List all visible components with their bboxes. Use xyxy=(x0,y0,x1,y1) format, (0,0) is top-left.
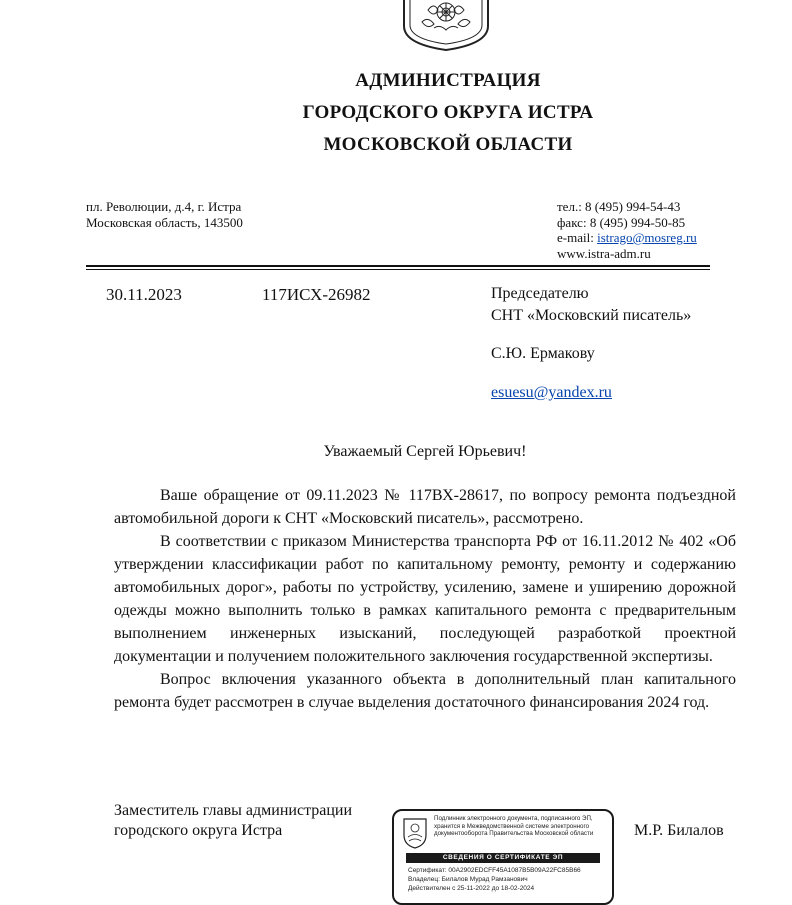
recipient-line-2: СНТ «Московский писатель» xyxy=(491,307,692,324)
signatory-title xyxy=(114,801,352,841)
recipient-email-link[interactable]: esuesu@yandex.ru xyxy=(491,384,612,401)
body-paragraph-3: Вопрос включения указанного объекта в дополнительный план капитального ремонта будет рассмотрен в случае выделения достаточного финансирования 2024 год. xyxy=(114,671,736,711)
website-text: www.istra-adm.ru xyxy=(557,245,651,261)
moscow-region-emblem-icon xyxy=(402,817,428,849)
signatory-title-line-1: Заместитель главы администрации xyxy=(114,802,353,819)
signatory-title-line-2: городского округа Истра xyxy=(114,822,283,839)
header-divider-thick xyxy=(86,265,710,267)
e-signature-stamp xyxy=(392,809,614,905)
stamp-certificate-bar: СВЕДЕНИЯ О СЕРТИФИКАТЕ ЭП xyxy=(406,853,600,863)
email-label: e-mail: xyxy=(557,230,598,245)
phone-text: тел.: 8 (495) 994-54-43 xyxy=(557,199,681,214)
org-email-link[interactable]: istrago@mosreg.ru xyxy=(597,230,697,245)
email-line xyxy=(557,230,697,246)
address-line-1: пл. Революции, д.4, г. Истра xyxy=(86,199,242,214)
recipient-email-wrap xyxy=(491,382,612,404)
address-block xyxy=(86,199,243,230)
org-title-line-2: ГОРОДСКОГО ОКРУГА ИСТРА xyxy=(302,102,594,123)
stamp-validity: Действителен с 25-11-2022 до 18-02-2024 xyxy=(408,885,535,892)
org-title-line-1: АДМИНИСТРАЦИЯ xyxy=(355,70,541,91)
letter-body xyxy=(114,484,736,714)
document-number: 117ИСХ-26982 xyxy=(262,285,371,304)
recipient-line-1: Председателю xyxy=(491,285,589,302)
coat-of-arms-icon xyxy=(398,0,494,52)
document-date: 30.11.2023 xyxy=(106,285,182,304)
stamp-certificate: Сертификат: 00A2902EDCFF45A1087B5B09A22FC85B66 xyxy=(408,867,581,874)
recipient-block xyxy=(491,283,691,327)
header-divider-thin xyxy=(86,269,710,270)
body-paragraph-2: В соответствии с приказом Министерства транспорта РФ от 16.11.2012 № 402 «Об утверждении классификации работ по капитальному ремонту, ремонту и содержанию автомобильных дорог», работы по устройству, усилению, замене и уширению дорожной одежды можно выполнить только в рамках капитального ремонта с предварительным выполнением инженерных изысканий, последующей разработкой проектной документации и получением положительного заключения государственной экспертизы. xyxy=(114,533,736,665)
greeting: Уважаемый Сергей Юрьевич! xyxy=(323,443,527,460)
signatory-name: М.Р. Билалов xyxy=(634,822,724,839)
stamp-owner: Владелец: Билалов Мурад Рамзанович xyxy=(408,876,528,883)
fax-text: факс: 8 (495) 994-50-85 xyxy=(557,214,686,230)
address-line-2: Московская область, 143500 xyxy=(86,214,243,230)
body-paragraph-1: Ваше обращение от 09.11.2023 № 117ВХ-28617, по вопросу ремонта подъездной автомобильной дороги к СНТ «Московский писатель», рассмотрено. xyxy=(114,487,736,527)
contacts-block xyxy=(557,199,697,261)
org-title-line-3: МОСКОВСКОЙ ОБЛАСТИ xyxy=(323,134,573,155)
recipient-name: С.Ю. Ермакову xyxy=(491,345,595,362)
stamp-header-text: Подлинник электронного документа, подписанного ЭП, хранится в Межведомственной системе электронного документооборота Правительства Московской области xyxy=(434,815,594,837)
